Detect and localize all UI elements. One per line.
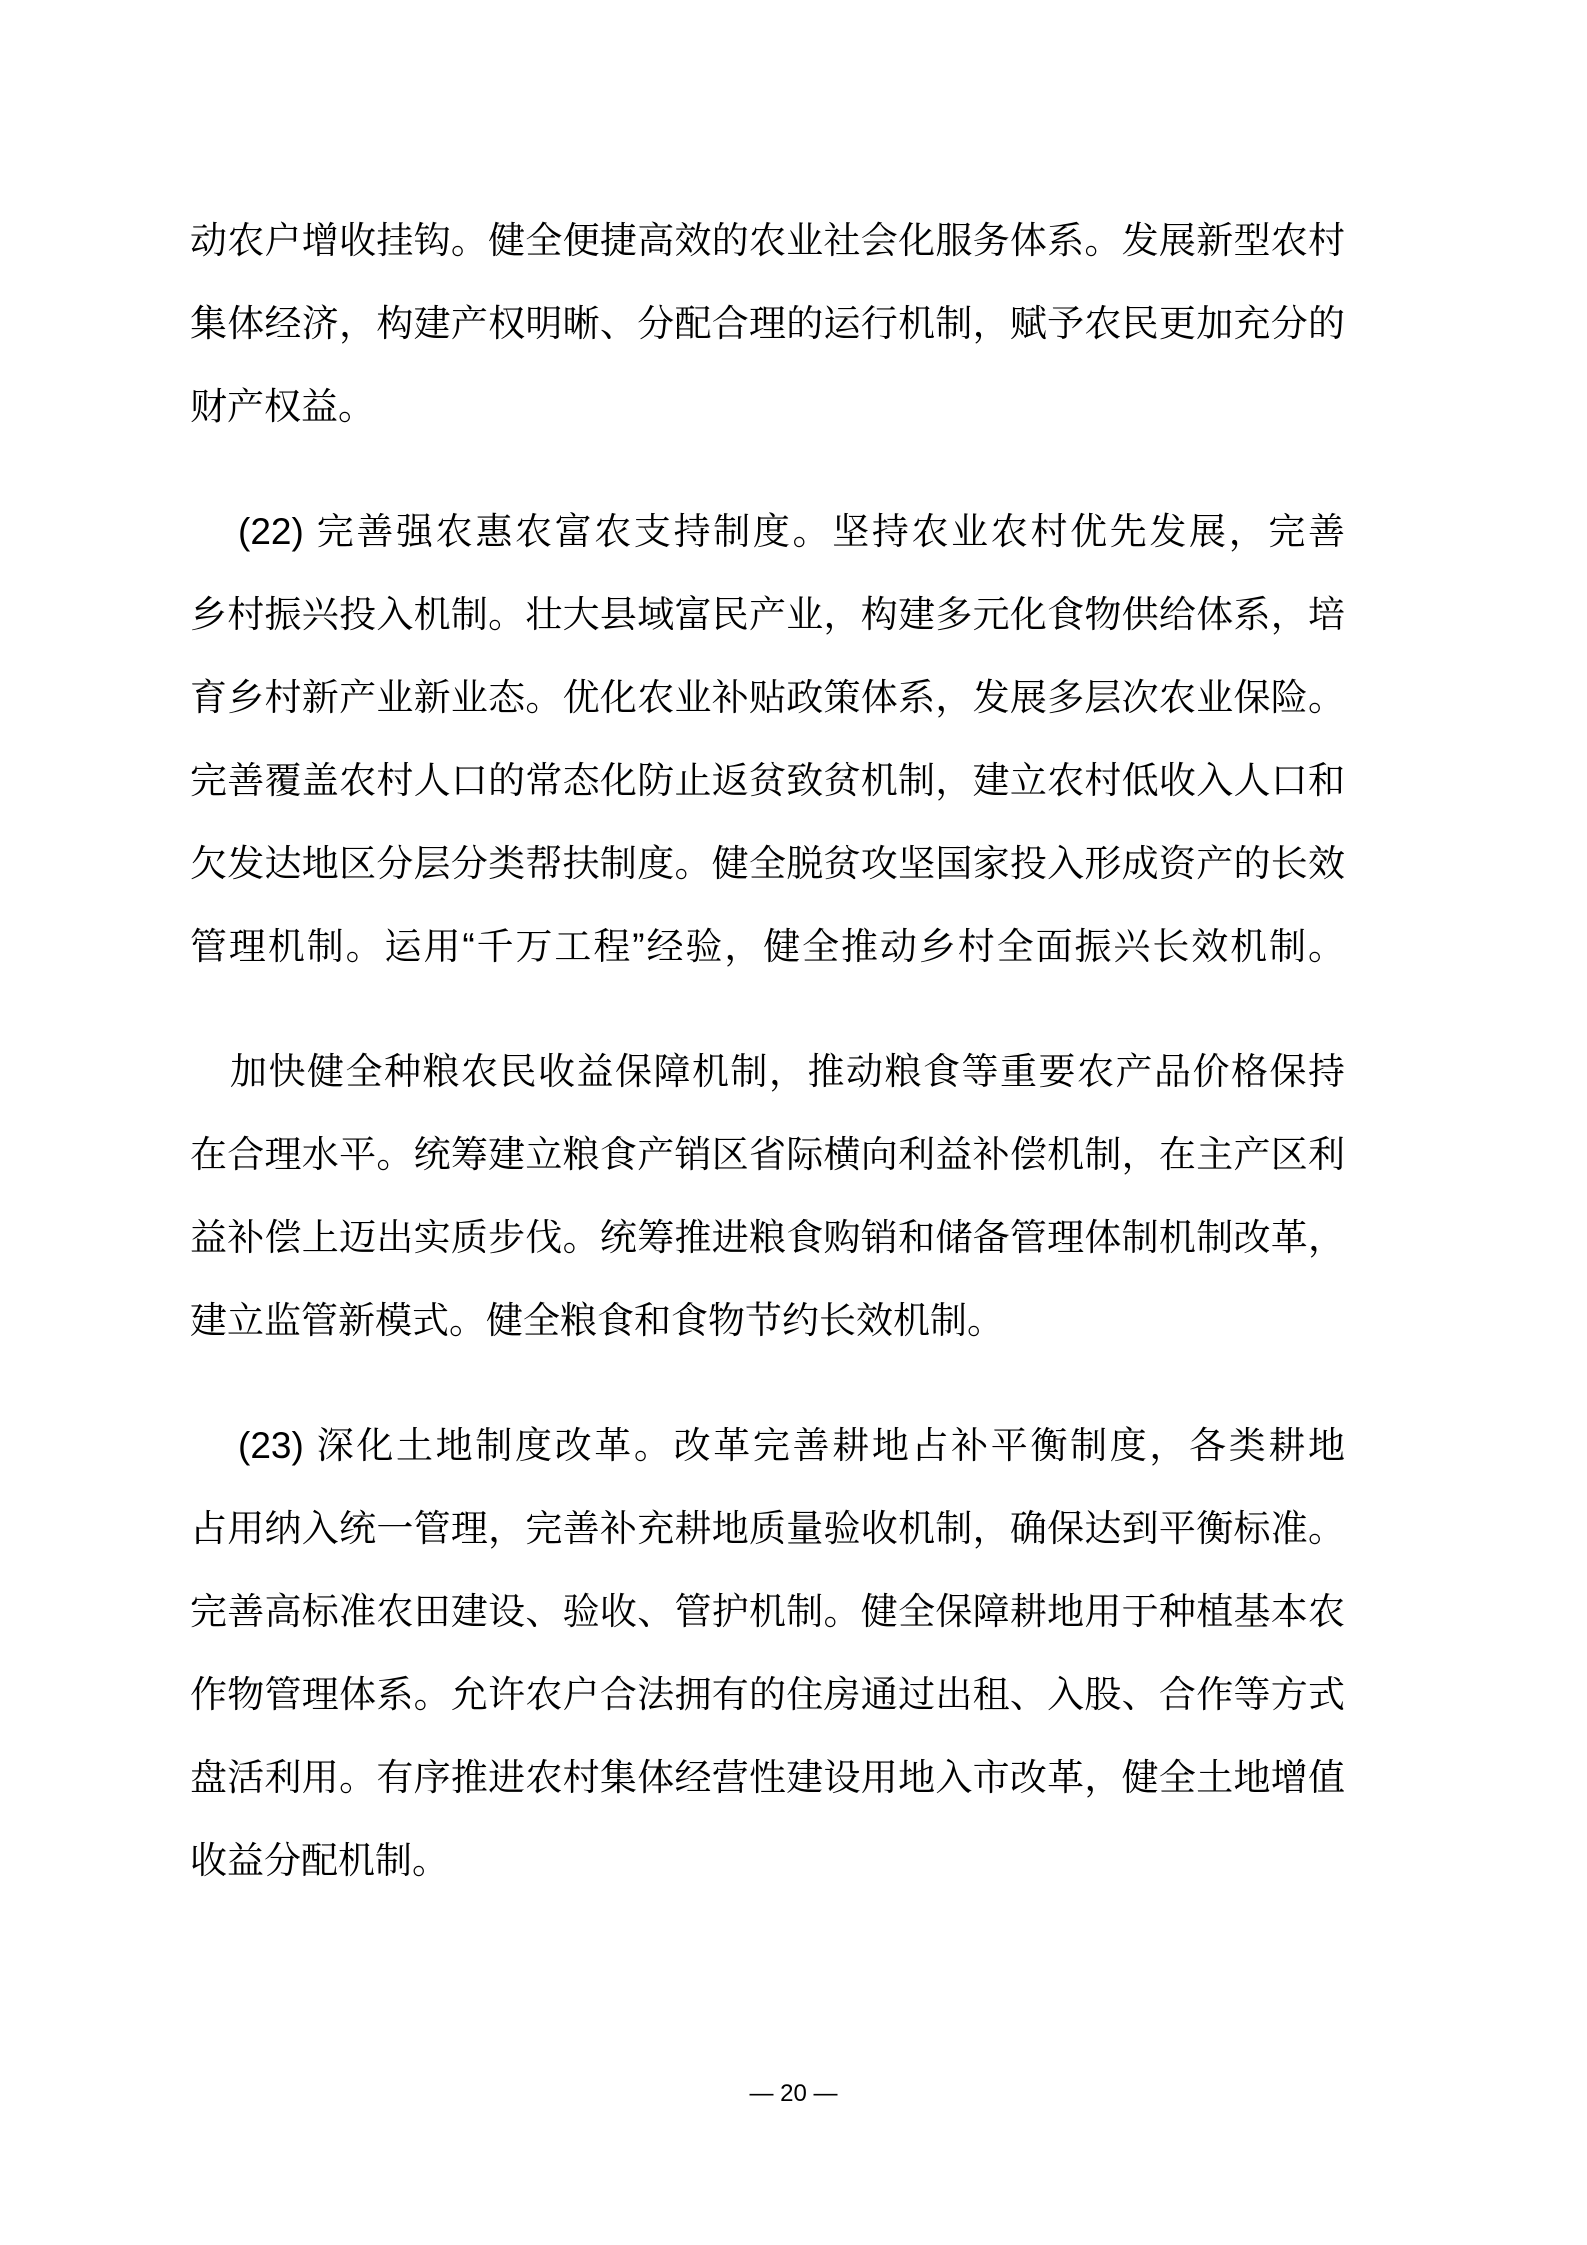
text-line: 乡村振兴投入机制。壮大县域富民产业，构建多元化食物供给体系，培	[190, 594, 1345, 635]
text-line: 盘活利用。有序推进农村集体经营性建设用地入市改革，健全土地增值	[190, 1757, 1345, 1798]
text-line: 财产权益。	[190, 386, 375, 427]
text-line: 集体经济，构建产权明晰、分配合理的运行机制，赋予农民更加充分的	[190, 303, 1345, 344]
text-line: 建立监管新模式。健全粮食和食物节约长效机制。	[190, 1300, 1004, 1341]
text-line: 完善覆盖农村人口的常态化防止返贫致贫机制，建立农村低收入人口和	[190, 760, 1345, 801]
text-line: 加快健全种粮农民收益保障机制，推动粮食等重要农产品价格保持	[230, 1051, 1345, 1092]
page-footer	[0, 2078, 1587, 2110]
text-line: 育乡村新产业新业态。优化农业补贴政策体系，发展多层次农业保险。	[190, 677, 1345, 718]
text-line: 益补偿上迈出实质步伐。统筹推进粮食购销和储备管理体制机制改革，	[190, 1217, 1345, 1258]
text-line: 在合理水平。统筹建立粮食产销区省际横向利益补偿机制，在主产区利	[190, 1134, 1345, 1175]
page-number: — 20 —	[749, 2080, 838, 2107]
text-line: 占用纳入统一管理，完善补充耕地质量验收机制，确保达到平衡标准。	[190, 1508, 1345, 1549]
paragraph-item-22	[190, 490, 1345, 988]
text-line: 作物管理体系。允许农户合法拥有的住房通过出租、入股、合作等方式	[190, 1674, 1345, 1715]
text-line: 动农户增收挂钩。健全便捷高效的农业社会化服务体系。发展新型农村	[190, 220, 1345, 261]
paragraph-item-23	[190, 1404, 1345, 1902]
text-line: 收益分配机制。	[190, 1840, 449, 1881]
paragraph-grain-income	[190, 1030, 1345, 1362]
text-line: (22) 完善强农惠农富农支持制度。坚持农业农村优先发展，完善	[238, 511, 1345, 552]
text-line: 完善高标准农田建设、验收、管护机制。健全保障耕地用于种植基本农	[190, 1591, 1345, 1632]
paragraph-continuation	[190, 199, 1345, 448]
text-line: 管理机制。运用“千万工程”经验，健全推动乡村全面振兴长效机制。	[190, 926, 1345, 967]
text-line: 欠发达地区分层分类帮扶制度。健全脱贫攻坚国家投入形成资产的长效	[190, 843, 1345, 884]
text-line: (23) 深化土地制度改革。改革完善耕地占补平衡制度，各类耕地	[238, 1425, 1345, 1466]
page-body-text	[190, 199, 1345, 1902]
